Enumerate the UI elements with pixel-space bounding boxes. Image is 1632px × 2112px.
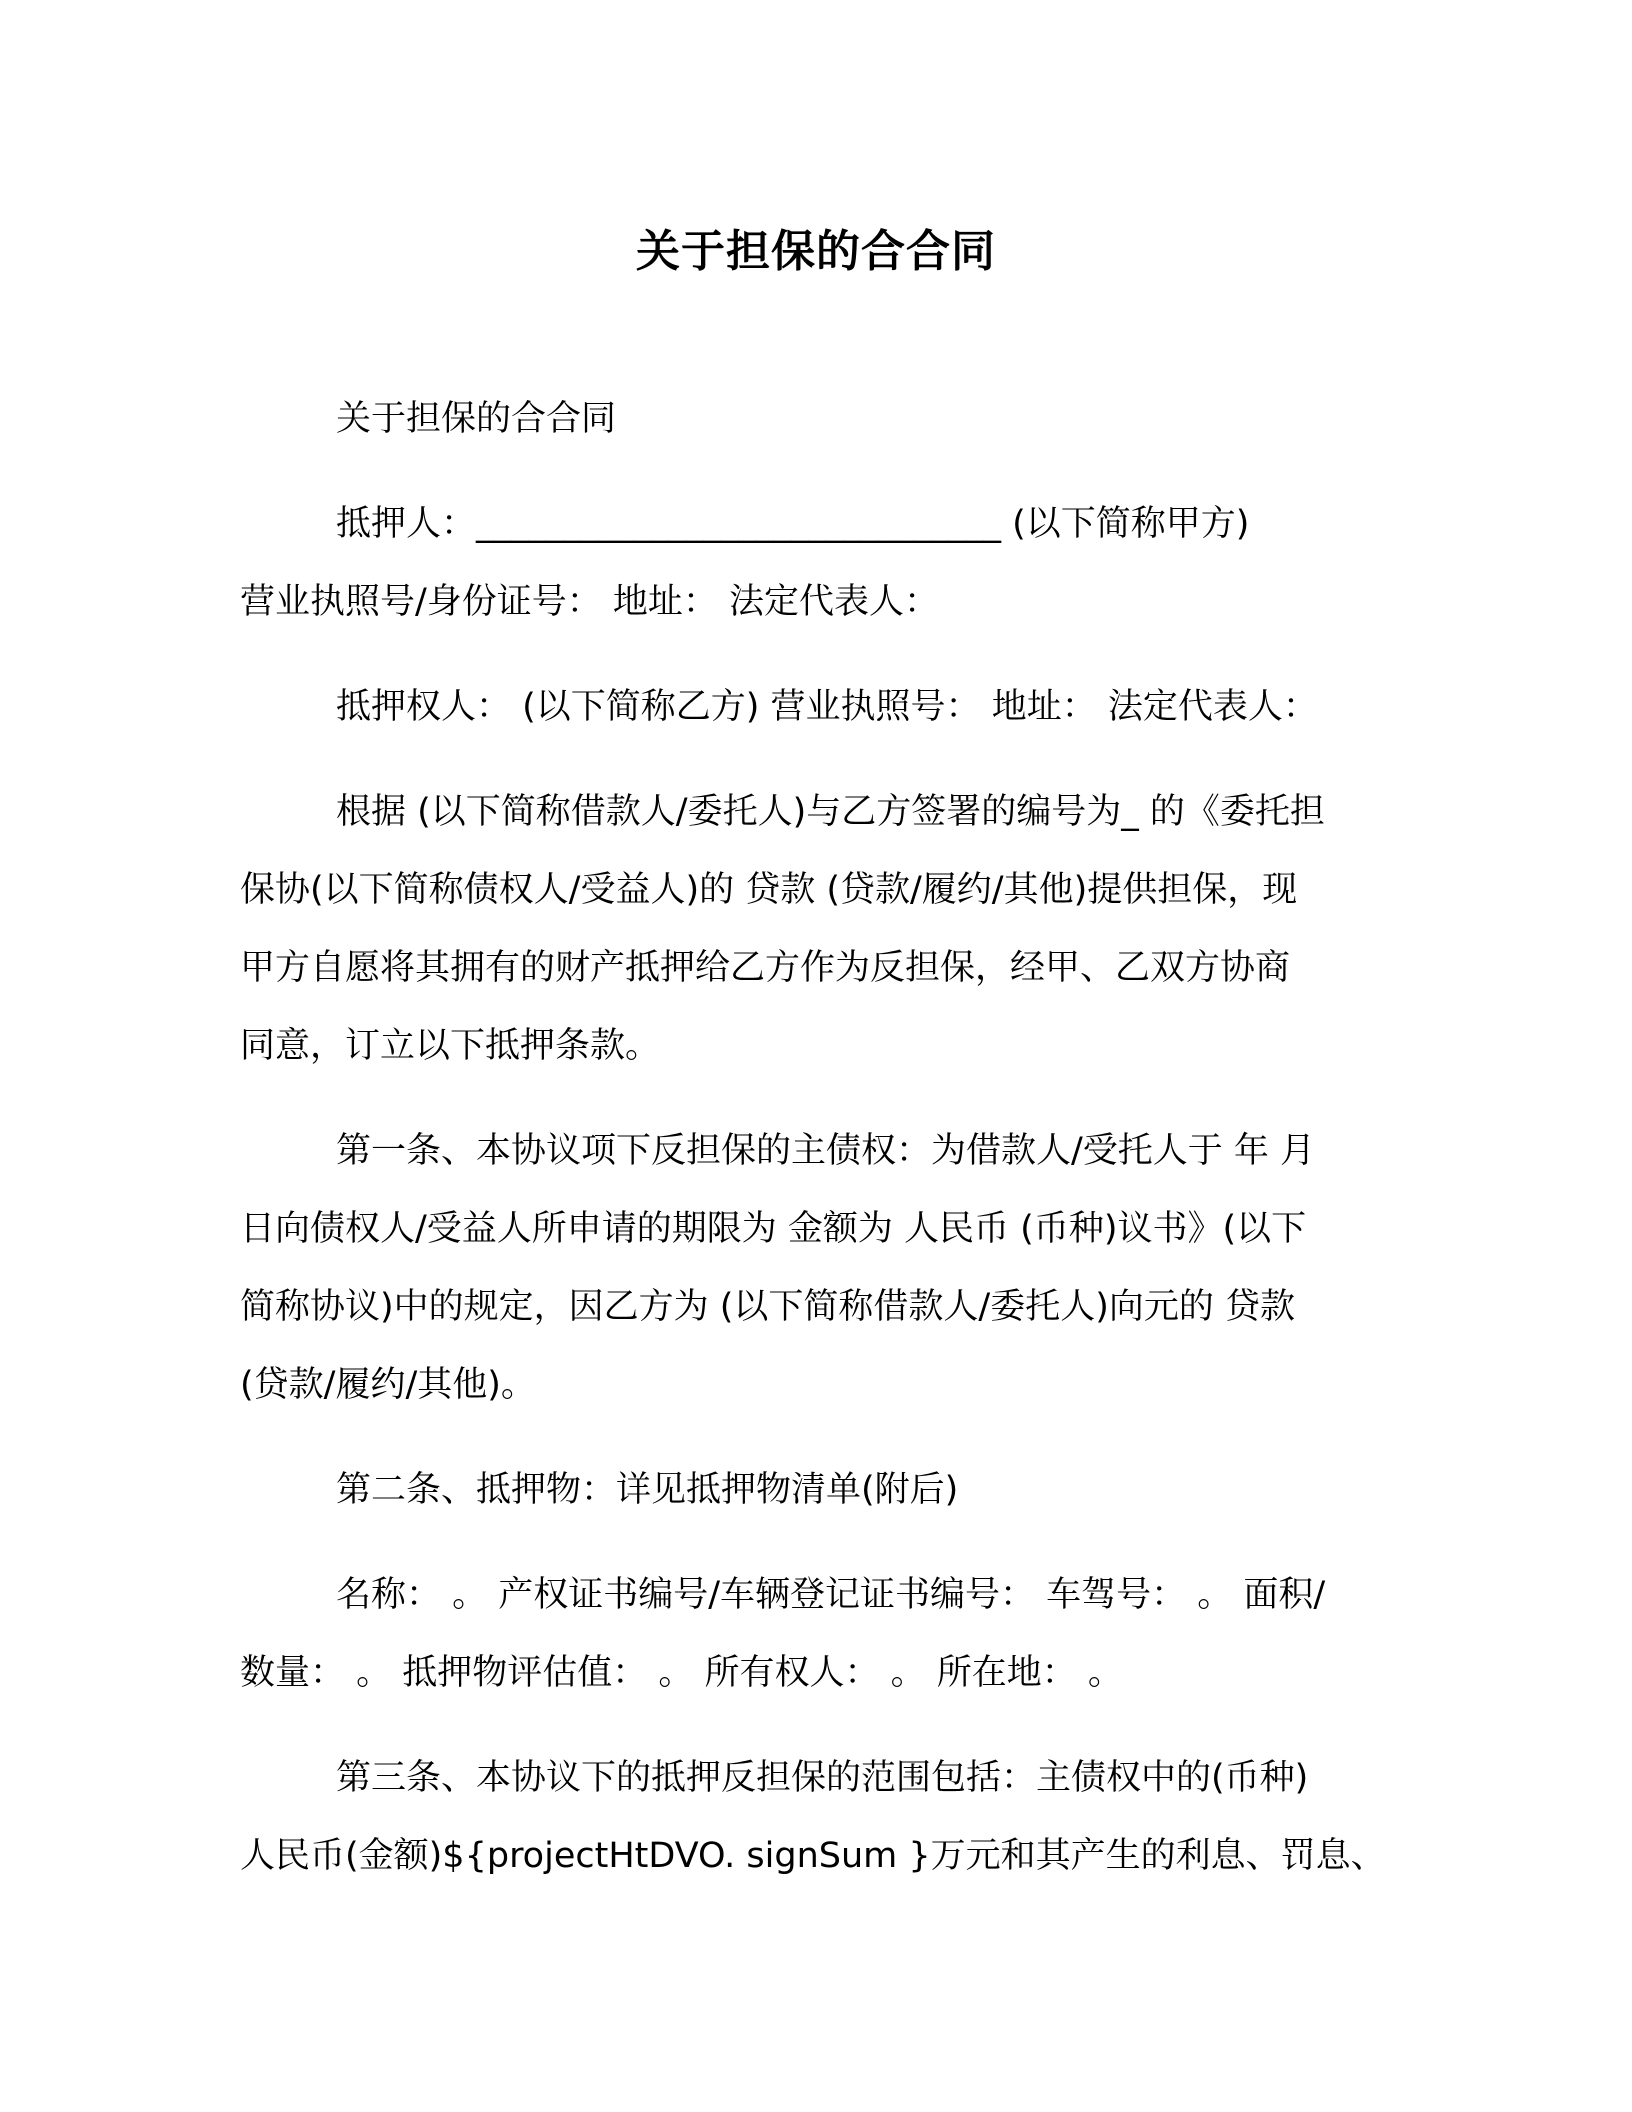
text-line: 保协(以下简称债权人/受益人)的 贷款 (贷款/履约/其他)提供担保，现 bbox=[240, 870, 1298, 910]
document-body bbox=[240, 380, 1420, 1922]
paragraph-article-3 bbox=[240, 1739, 1420, 1895]
paragraph-subtitle bbox=[240, 380, 1420, 458]
text-line: 第二条、抵押物：详见抵押物清单(附后) bbox=[336, 1470, 959, 1510]
text-line: 同意，订立以下抵押条款。 bbox=[240, 1026, 661, 1066]
text-line: 名称： 。 产权证书编号/车辆登记证书编号： 车驾号： 。 面积/ bbox=[336, 1575, 1326, 1615]
paragraph-article-1 bbox=[240, 1112, 1420, 1424]
text-line: 营业执照号/身份证号： 地址： 法定代表人： bbox=[240, 582, 940, 622]
paragraph-collateral-details bbox=[240, 1556, 1420, 1712]
text-line: 抵押权人： (以下简称乙方) 营业执照号： 地址： 法定代表人： bbox=[336, 687, 1318, 727]
paragraph-preamble bbox=[240, 773, 1420, 1085]
text-line: 简称协议)中的规定，因乙方为 (以下简称借款人/委托人)向元的 贷款 bbox=[240, 1287, 1296, 1327]
text-line: 甲方自愿将其拥有的财产抵押给乙方作为反担保，经甲、乙双方协商 bbox=[240, 948, 1291, 988]
text-line: 第一条、本协议项下反担保的主债权：为借款人/受托人于 年 月 bbox=[336, 1131, 1316, 1171]
text-line: 数量： 。 抵押物评估值： 。 所有权人： 。 所在地： 。 bbox=[240, 1653, 1123, 1693]
text-line: 第三条、本协议下的抵押反担保的范围包括：主债权中的(币种) bbox=[336, 1758, 1309, 1798]
document-title: 关于担保的合合同 bbox=[636, 226, 996, 277]
text-line: 人民币(金额)${projectHtDVO. signSum }万元和其产生的利息、罚息、 bbox=[240, 1836, 1386, 1876]
paragraph-mortgagor bbox=[240, 485, 1420, 641]
paragraph-mortgagee bbox=[240, 668, 1420, 746]
text-line: 日向债权人/受益人所申请的期限为 金额为 人民币 (币种)议书》(以下 bbox=[240, 1209, 1307, 1249]
text-line: (贷款/履约/其他)。 bbox=[240, 1365, 536, 1405]
text-line: 根据 (以下简称借款人/委托人)与乙方签署的编号为_ 的《委托担 bbox=[336, 792, 1325, 832]
paragraph-article-2 bbox=[240, 1451, 1420, 1529]
text-line: 抵押人：______________________________ (以下简称甲方) bbox=[336, 504, 1250, 544]
text-line: 关于担保的合合同 bbox=[336, 399, 617, 439]
